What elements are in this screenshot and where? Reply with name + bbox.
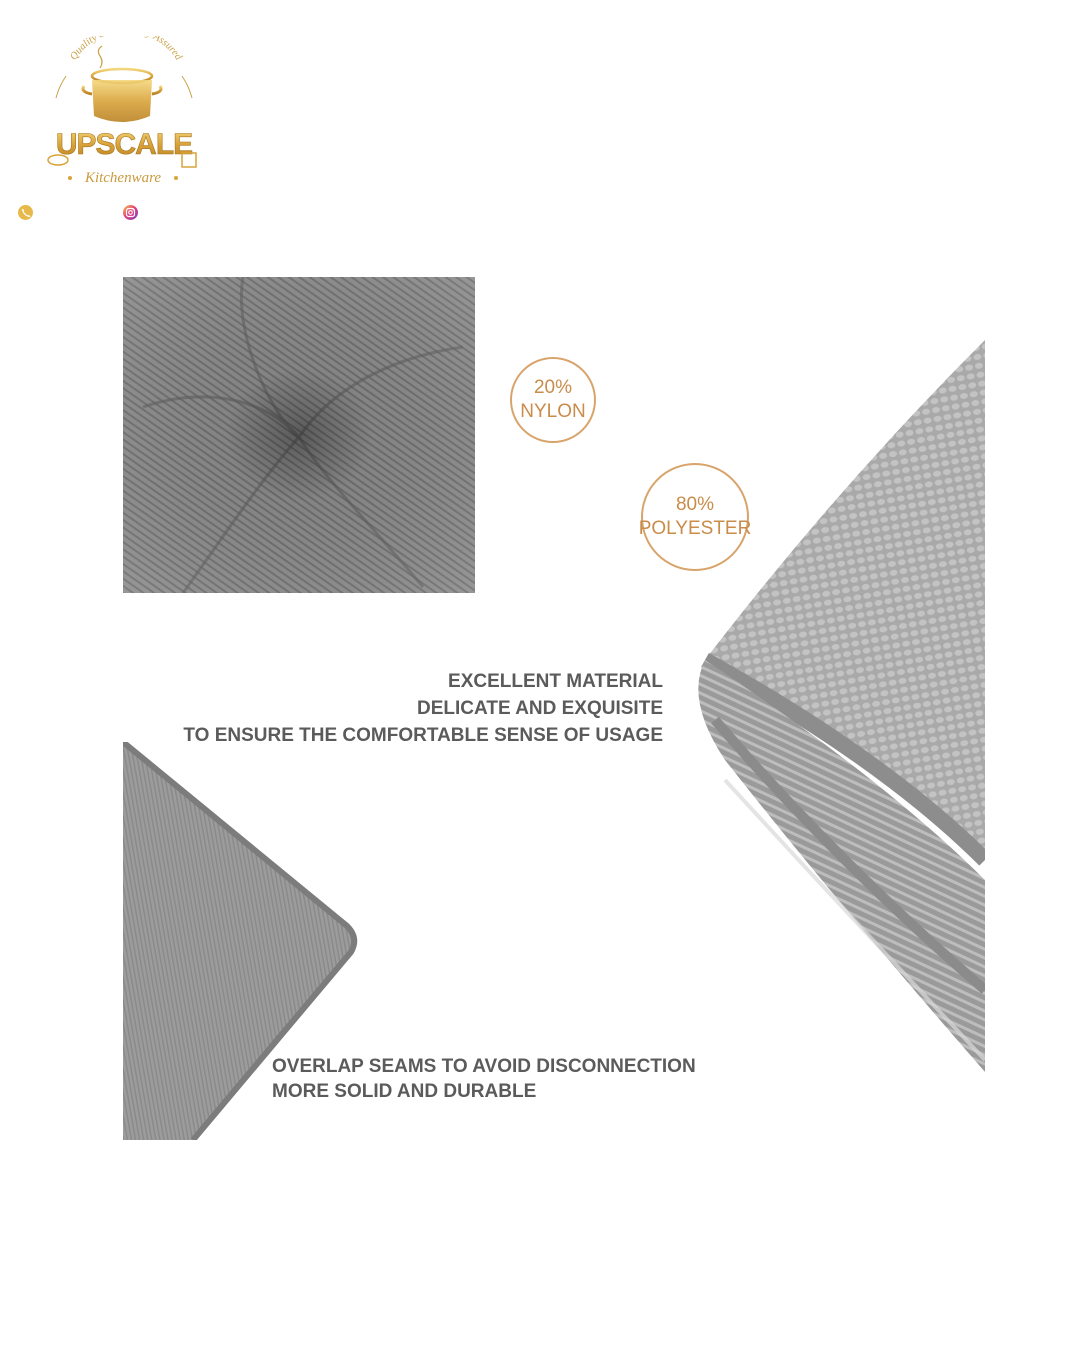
fabric-roll-image xyxy=(685,340,985,1072)
material-line-2: DELICATE AND EXQUISITE xyxy=(417,698,663,719)
svg-text:Quality & Longevity Assured: Quality Assured xyxy=(68,36,184,63)
instagram-icon[interactable] xyxy=(123,205,138,220)
polyester-percent: 80% xyxy=(675,494,715,515)
seams-line-1: OVERLAP SEAMS TO AVOID DISCONNECTION xyxy=(272,1056,696,1077)
nylon-percent: 20% xyxy=(533,377,573,398)
brand-logo xyxy=(44,36,204,186)
seams-description xyxy=(272,1054,696,1104)
polyester-label: POLYESTER xyxy=(638,518,752,539)
material-description xyxy=(183,668,663,749)
nylon-label: NYLON xyxy=(520,401,586,422)
phone-icon[interactable] xyxy=(18,205,33,220)
fabric-swirl-image xyxy=(123,277,475,593)
brand-subname: Kitchenware xyxy=(84,170,162,186)
material-line-1: EXCELLENT MATERIAL xyxy=(448,671,663,692)
nylon-badge xyxy=(510,357,596,443)
seams-line-2: MORE SOLID AND DURABLE xyxy=(272,1081,537,1102)
brand-name: UPSCALE xyxy=(55,128,193,161)
material-line-3: TO ENSURE THE COMFORTABLE SENSE OF USAGE xyxy=(183,725,663,746)
